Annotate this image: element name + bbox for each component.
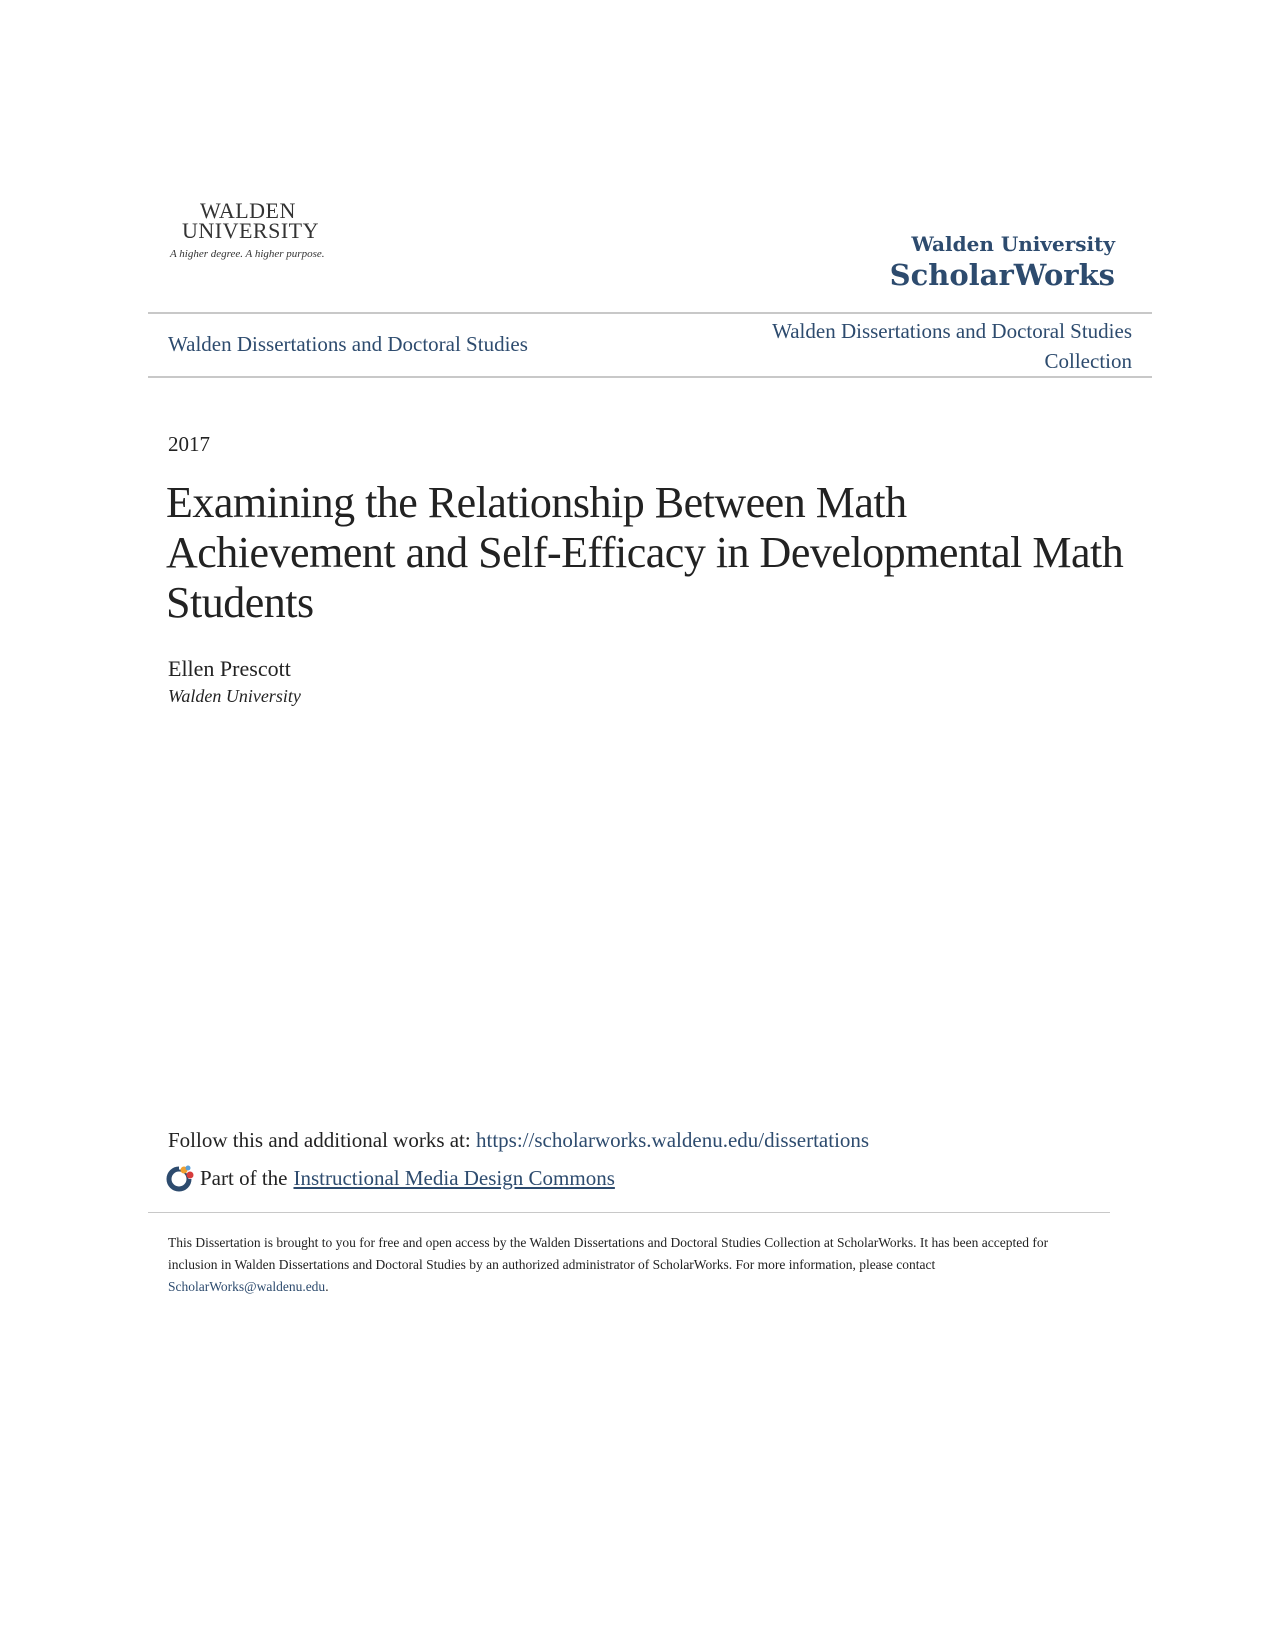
- logo-word-walden: WALDEN: [200, 198, 296, 223]
- access-notice: [168, 1232, 1098, 1298]
- part-of-line: [166, 1164, 615, 1192]
- brand-scholarworks-name: ScholarWorks: [889, 258, 1115, 292]
- header-divider-top: [148, 312, 1152, 314]
- footer-divider: [148, 1212, 1110, 1213]
- network-icon: [166, 1164, 194, 1192]
- follow-prefix: Follow this and additional works at:: [168, 1128, 476, 1152]
- part-of-prefix: Part of the: [200, 1165, 288, 1190]
- author-affiliation: Walden University: [168, 686, 301, 706]
- header-divider-bottom: [148, 376, 1152, 378]
- notice-text: This Dissertation is brought to you for free and open access by the Walden Dissertations and Doctoral Studies Collection at ScholarWorks. It has been accepted for inclusion in Walden Dissertations and Doctoral Studies by an authorized administrator of ScholarWorks. For more information, please contact: [168, 1235, 1049, 1272]
- collection-link-left[interactable]: Walden Dissertations and Doctoral Studies: [168, 332, 528, 356]
- document-title: Examining the Relationship Between Math Achievement and Self-Efficacy in Developmental Math Students: [166, 478, 1124, 627]
- logo-word-university: UNIVERSITY: [182, 218, 319, 243]
- logo-tagline: A higher degree. A higher purpose.: [170, 248, 325, 260]
- instructional-media-design-commons-link[interactable]: Instructional Media Design Commons: [293, 1165, 615, 1190]
- collection-right-line2: Collection: [1044, 349, 1132, 373]
- walden-university-logo: [168, 186, 338, 266]
- author-name: Ellen Prescott: [168, 656, 291, 681]
- scholarworks-brand[interactable]: [890, 232, 1115, 294]
- brand-university-name: Walden University: [911, 232, 1115, 256]
- collection-right-line1: Walden Dissertations and Doctoral Studies: [772, 319, 1132, 343]
- contact-email-link[interactable]: ScholarWorks@waldenu.edu: [168, 1279, 326, 1294]
- publication-year: 2017: [168, 432, 210, 456]
- collection-link-right[interactable]: [712, 316, 1132, 376]
- dissertations-url-link[interactable]: https://scholarworks.waldenu.edu/dissertations: [475, 1128, 870, 1152]
- notice-end: .: [325, 1279, 329, 1294]
- follow-line: [168, 1128, 869, 1153]
